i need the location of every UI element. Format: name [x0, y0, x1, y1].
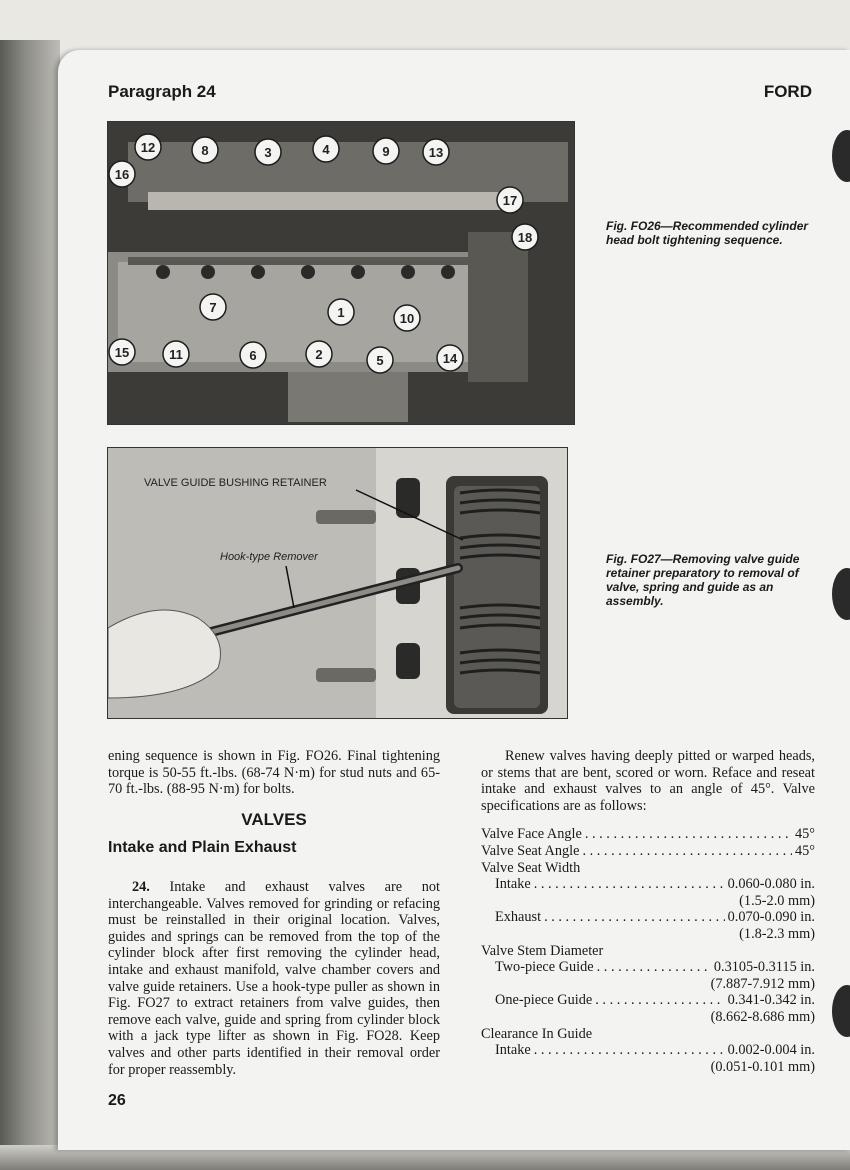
callout-3: 3 [264, 145, 272, 160]
running-header-left: Paragraph 24 [108, 82, 216, 101]
label-valve-guide-bushing-retainer: VALVE GUIDE BUSHING RETAINER [144, 477, 327, 489]
callout-14: 14 [442, 351, 458, 366]
figure-fo27-photo [107, 447, 568, 719]
callout-15: 15 [114, 345, 130, 360]
callout-16: 16 [114, 167, 130, 182]
spec-clearance-intake: Intake . . . 0.002-0.004 in. [481, 1042, 815, 1059]
callout-12: 12 [140, 140, 156, 155]
spec-seat-width-heading: Valve Seat Width [481, 859, 581, 876]
paragraph-number: 24. [132, 878, 150, 895]
section-title-valves: VALVES [241, 809, 307, 829]
torque-paragraph: ening sequence is shown in Fig. FO26. Final tightening torque is 50-55 ft.-lbs. (68-74 N·m) for stud nuts and 65-70 ft.-lbs. (88-95 N·m) for bolts. [108, 748, 440, 798]
left-column [108, 748, 440, 1078]
spec-stem-two-piece-metric: (7.887-7.912 mm) [710, 975, 815, 992]
spec-clearance-heading: Clearance In Guide [481, 1025, 593, 1042]
callout-13: 13 [428, 145, 444, 160]
callout-10: 10 [399, 311, 415, 326]
callout-8: 8 [201, 143, 209, 158]
renew-valves-paragraph: Renew valves having deeply pitted or warped heads, or stems that are bent, scored or worn. Reface and reseat intake and exhaust valves to an angle of 45°. Valve specifications are as follows: [481, 748, 815, 814]
paragraph-24 [108, 879, 440, 1078]
spec-stem-two-piece: Two-piece Guide . . . 0.3105-0.3115 in. [481, 959, 815, 976]
subsection-title: Intake and Plain Exhaust [108, 839, 297, 857]
running-header-right: FORD [763, 82, 812, 101]
spec-stem-heading: Valve Stem Diameter [481, 942, 604, 959]
callout-1: 1 [337, 305, 345, 320]
callout-11: 11 [169, 347, 183, 362]
page-number: 26 [108, 1092, 126, 1109]
spec-seat-exhaust-metric: (1.8-2.3 mm) [739, 925, 815, 942]
callout-5: 5 [376, 353, 384, 368]
right-column [481, 748, 815, 1075]
callout-4: 4 [322, 142, 330, 157]
figure-fo26-caption: Fig. FO26—Recommended cylinder head bolt tightening sequence. [606, 219, 809, 247]
binding-shadow [0, 40, 60, 1170]
spec-seat-angle: Valve Seat Angle . . . 45° [481, 843, 815, 860]
paragraph-24-text: Intake and exhaust valves are not interchangeable. Valves removed for grinding or refacing must be reinstalled in their original location. Valves, guides and springs can be removed from the top of the cylinder block after first removing the cylinder head, intake and exhaust manifold, valve chamber covers and valve guide retainers. Use a hook-type puller as shown in Fig. FO27 to extract retainers from valve guides, then remove each valve, guide and spring from cylinder block with a jack type lifter as shown in Fig. FO28. Keep valves and other parts identified in their removal order for proper reassembly. [108, 878, 440, 1078]
spec-seat-exhaust: Exhaust . . . 0.070-0.090 in. [481, 909, 815, 926]
spec-seat-intake-metric: (1.5-2.0 mm) [739, 892, 815, 909]
figure-fo26-photo [107, 121, 575, 425]
callout-2: 2 [315, 347, 323, 362]
callout-6: 6 [249, 348, 257, 363]
spec-stem-one-piece-metric: (8.662-8.686 mm) [710, 1008, 815, 1025]
callout-7: 7 [209, 300, 217, 315]
spec-seat-intake: Intake . . . 0.060-0.080 in. [481, 876, 815, 893]
spec-clearance-intake-metric: (0.051-0.101 mm) [710, 1058, 815, 1075]
callout-9: 9 [382, 144, 390, 159]
callout-17: 17 [502, 193, 518, 208]
figure-fo27-caption: Fig. FO27—Removing valve guide retainer preparatory to removal of valve, spring and guide as an assembly. [606, 552, 800, 608]
callout-18: 18 [517, 230, 533, 245]
spec-face-angle: Valve Face Angle . . . 45° [481, 826, 815, 843]
label-hook-type-remover: Hook-type Remover [220, 551, 318, 563]
spec-stem-one-piece: One-piece Guide . . . 0.341-0.342 in. [481, 992, 815, 1009]
